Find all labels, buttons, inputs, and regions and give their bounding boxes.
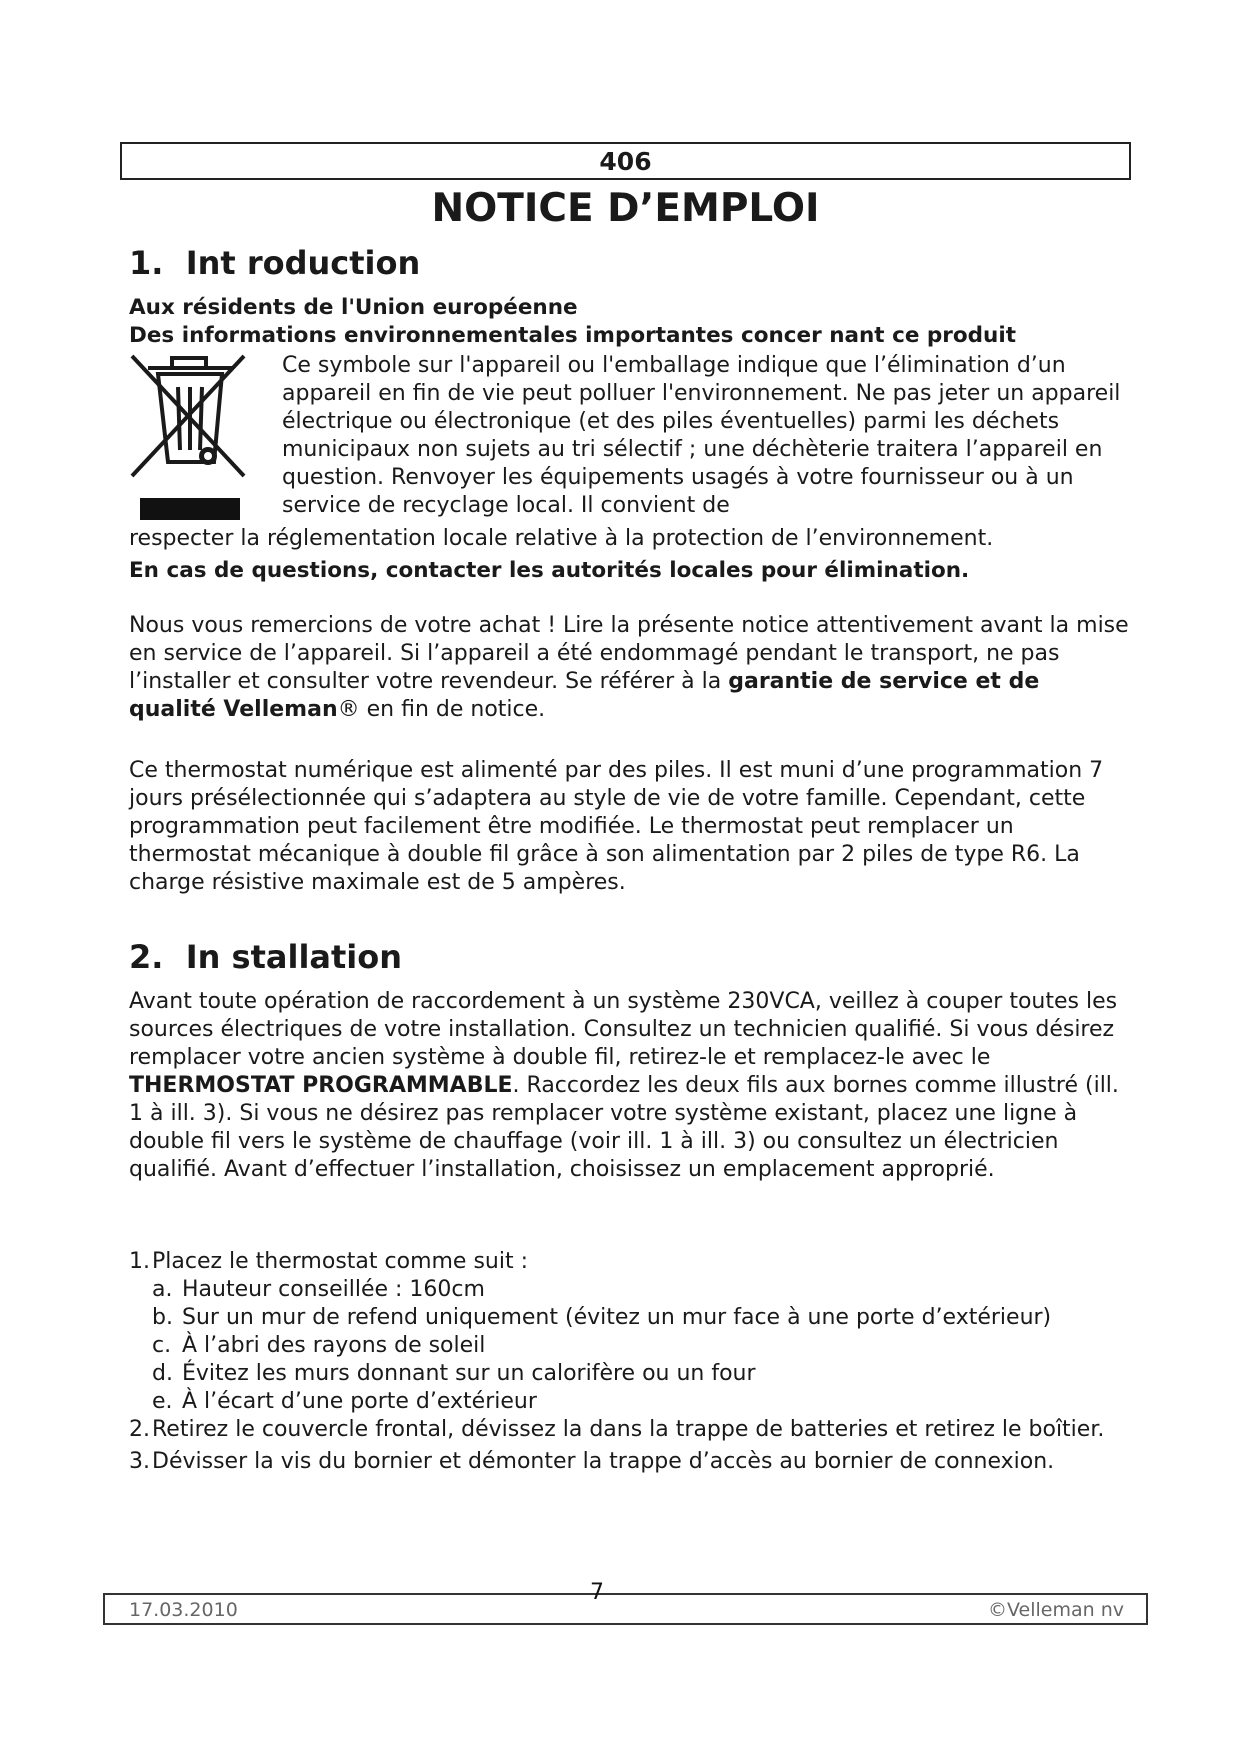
step-3: [129, 1448, 1129, 1476]
step-2: [129, 1416, 1129, 1444]
step-1: [129, 1248, 1129, 1416]
weee-disposal-text-end: respecter la réglementation locale relative à la protection de l’environnement.: [129, 526, 994, 551]
substep-c: c. À l’abri des rayons de soleil: [152, 1333, 486, 1358]
section-1-title: Int roduction: [185, 244, 421, 282]
step-2-text: Retirez le couvercle frontal, dévissez la dans la trappe de batteries et retirez le boîtier.: [152, 1417, 1105, 1442]
thanks-paragraph: [129, 612, 1129, 724]
document-title: NOTICE D’EMPLOI: [431, 186, 820, 231]
footer-copyright: ©Velleman nv: [988, 1599, 1124, 1621]
substep-b: b. Sur un mur de refend uniquement (évitez un mur face à une porte d’extérieur): [152, 1305, 1052, 1330]
model-number: 406: [599, 147, 652, 176]
section-2-heading: [129, 937, 402, 977]
section-2-title: In stallation: [185, 938, 403, 976]
step-3-number: 3.: [129, 1449, 150, 1474]
page-number: 7: [590, 1580, 604, 1605]
step-1-substeps: [129, 1276, 1129, 1416]
thanks-text-start: Nous vous remercions de votre achat ! Lire la présente notice attentivement avant la mise en service de l’appareil. Si l’appareil a été endommagé pendant le transport, ne pas l’installer et consulter votre revendeur. Se référer à la: [129, 613, 1129, 694]
programmable-thermostat-term: THERMOSTAT PROGRAMMABLE: [129, 1073, 513, 1098]
environmental-info-heading: Des informations environnementales importantes concer nant ce produit: [129, 323, 1016, 348]
thanks-text-end: en fin de notice.: [359, 697, 546, 722]
step-3-text: Dévisser la vis du bornier et démonter la trappe d’accès au bornier de connexion.: [152, 1449, 1055, 1474]
contact-authorities-note: En cas de questions, contacter les autorités locales pour élimination.: [129, 558, 970, 583]
substep-a: a. Hauteur conseillée : 160cm: [152, 1277, 485, 1302]
substep-d: d. Évitez les murs donnant sur un calorifère ou un four: [152, 1361, 756, 1386]
model-number-box: [120, 142, 1131, 180]
thermostat-description: Ce thermostat numérique est alimenté par des piles. Il est muni d’une programmation 7 jours présélectionnée qui s’adaptera au style de vie de votre famille. Cependant, cette programmation peut facilement être modifiée. Le thermostat peut remplacer un thermostat mécanique à double fil grâce à son alimentation par 2 piles de type R6. La charge résistive maximale est de 5 ampères.: [129, 758, 1104, 895]
installation-text-start: Avant toute opération de raccordement à un système 230VCA, veillez à couper toutes les sources électriques de votre installation. Consultez un technicien qualifié. Si vous désirez remplacer votre ancien système à double fil, retirez-le et remplacez-le avec le: [129, 989, 1118, 1070]
warranty-reference: garantie de service et de qualité Velleman: [129, 669, 1040, 722]
section-1-heading: [129, 243, 420, 283]
footer-date: 17.03.2010: [129, 1599, 238, 1621]
page-footer: [103, 1593, 1148, 1625]
section-2-number: 2.: [129, 938, 164, 976]
registered-mark: ®: [337, 697, 360, 722]
crossed-out-wheelie-bin-icon: [128, 352, 248, 530]
substep-e: e. À l’écart d’une porte d’extérieur: [152, 1389, 537, 1414]
installation-paragraph: [129, 988, 1129, 1184]
weee-disposal-text: Ce symbole sur l'appareil ou l'emballage indique que l’élimination d’un appareil en fin de vie peut polluer l'environnement. Ne pas jeter un appareil électrique ou électronique (et des piles éventuelles) parmi les déchets municipaux non sujets au tri sélectif ; une déchèterie traitera l’appareil en question. Renvoyer les équipements usagés à votre fournisseur ou à un service de recyclage local. Il convient de: [282, 353, 1121, 518]
step-1-number: 1.: [129, 1249, 150, 1274]
step-1-text: Placez le thermostat comme suit :: [152, 1249, 529, 1274]
eu-residents-heading: Aux résidents de l'Union européenne: [129, 295, 578, 320]
step-2-number: 2.: [129, 1417, 150, 1442]
section-1-number: 1.: [129, 244, 164, 282]
installation-steps: [129, 1248, 1129, 1476]
installation-text-end: . Raccordez les deux fils aux bornes comme illustré (ill. 1 à ill. 3). Si vous ne désirez pas remplacer votre système existant, placez une ligne à double fil vers le système de chauffage (voir ill. 1 à ill. 3) ou consultez un électricien qualifié. Avant d’effectuer l’installation, choisissez un emplacement approprié.: [129, 1073, 1119, 1182]
